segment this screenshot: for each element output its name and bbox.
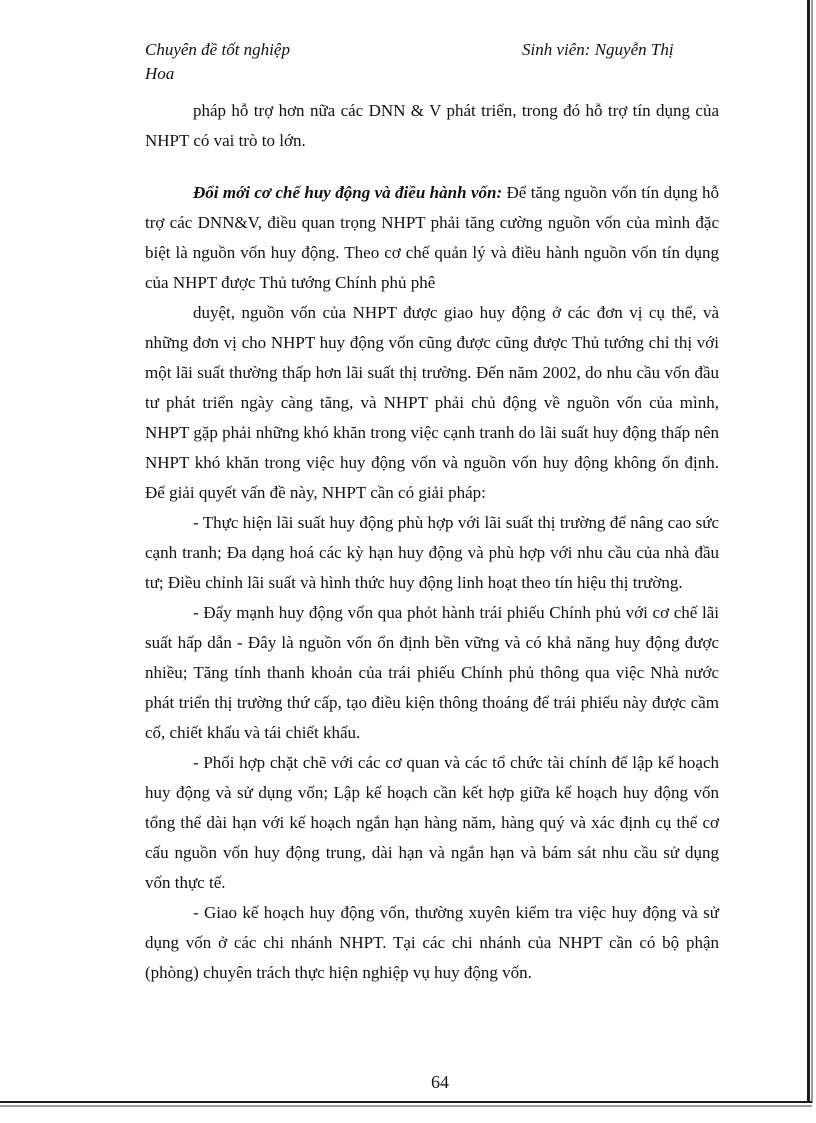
section-heading: Đổi mới cơ chế huy động và điều hành vốn: [193, 183, 503, 202]
page-border-bottom [0, 1101, 812, 1103]
paragraph-7: - Giao kế hoạch huy động vốn, thường xuyên kiểm tra việc huy động và sử dụng vốn ở các chi nhánh NHPT. Tại các chi nhánh của NHPT cần có bộ phận (phòng) chuyên trách thực hiện nghiệp vụ huy động vốn. [145, 903, 719, 982]
header-left [145, 38, 345, 86]
paragraph-3: duyệt, nguồn vốn của NHPT được giao huy động ở các đơn vị cụ thể, và những đơn vị cho NHPT huy động vốn cũng được cũng được Thủ tướng chỉ thị với một lãi suất thường thấp hơn lãi suất thị trường. Đến năm 2002, do nhu cầu vốn đầu tư phát triển ngày càng tăng, và NHPT phải chủ động về nguồn vốn của mình, NHPT gặp phải những khó khăn trong việc cạnh tranh do lãi suất huy động thấp nên NHPT khó khăn trong việc huy động vốn và nguồn vốn huy động không ổn định. Để giải quyết vấn đề này, NHPT cần có giải pháp: [145, 303, 719, 502]
paragraph-1: pháp hỗ trợ hơn nữa các DNN & V phát triển, trong đó hỗ trợ tín dụng của NHPT có vai trò to lớn. [145, 101, 719, 150]
document-body [145, 96, 719, 988]
paragraph-5: - Đẩy mạnh huy động vốn qua phỏt hành trái phiếu Chính phủ với cơ chế lãi suất hấp dẫn - Đây là nguồn vốn ổn định bền vững và có khả năng huy động được nhiều; Tăng tính thanh khoản của trái phiếu Chính phủ thông qua việc Nhà nước phát triển thị trường thứ cấp, tạo điều kiện thông thoáng để trái phiếu này được cầm cố, chiết khấu và tái chiết khấu. [145, 603, 719, 742]
page-border-right [807, 0, 810, 1103]
header-left-line2: Hoa [145, 64, 175, 83]
paragraph-2-body: Để tăng nguồn vốn tín dụng hỗ trợ các DNN&V, điều quan trọng NHPT phải tăng cường nguồn vốn của mình đặc biệt là nguồn vốn huy động. Theo cơ chế quản lý và điều hành nguồn vốn tín dụng của NHPT được Thủ tướng Chính phủ phê [145, 183, 719, 292]
header-left-line1: Chuyên đề tốt nghiệp [145, 40, 290, 59]
paragraph-6: - Phối hợp chặt chẽ với các cơ quan và các tổ chức tài chính để lập kế hoạch huy động và sử dụng vốn; Lập kế hoạch cần kết hợp giữa kế hoạch huy động vốn tổng thể dài hạn với kế hoạch ngắn hạn hàng năm, hàng quý và xác định cụ thể cơ cấu nguồn vốn huy động trung, dài hạn và ngắn hạn và bám sát nhu cầu sử dụng vốn thực tế. [145, 753, 719, 892]
header-right: Sinh viên: Nguyễn Thị [522, 40, 674, 59]
page-border-bottom-shadow [0, 1105, 812, 1107]
paragraph-4: - Thực hiện lãi suất huy động phù hợp với lãi suất thị trường để nâng cao sức cạnh tranh; Đa dạng hoá các kỳ hạn huy động và phù hợp với nhu cầu của nhà đầu tư; Điều chỉnh lãi suất và hình thức huy động linh hoạt theo tín hiệu thị trường. [145, 513, 719, 592]
page-number: 64 [431, 1072, 449, 1092]
page-border-right-shadow [811, 0, 813, 1103]
paragraph-2 [145, 178, 719, 298]
